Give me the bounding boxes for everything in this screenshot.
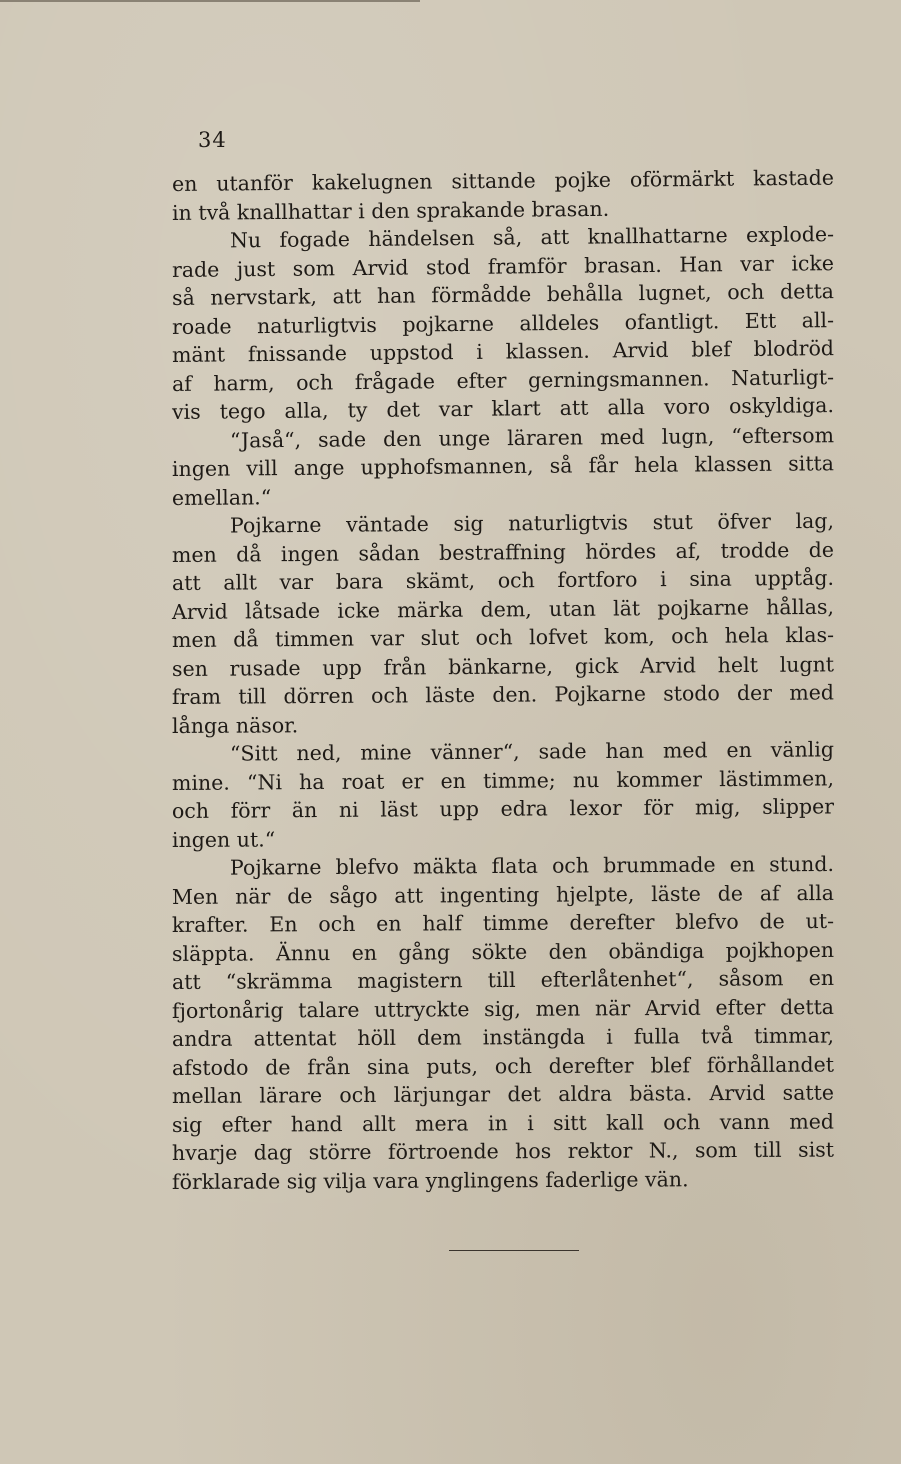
- chapter-end-rule: [449, 1250, 579, 1251]
- text-line: att allt var bara skämt, och fortforo i sina upptåg.: [171, 565, 835, 595]
- text-line: af harm, och frågade efter gerningsmannen. Naturligt-: [171, 364, 835, 396]
- text-line: Pojkarne blefvo mäkta flata och brummade en stund.: [229, 851, 835, 880]
- text-line: afstodo de från sina puts, och derefter blef förhållandet: [171, 1052, 835, 1080]
- text-line: fjortonårig talare uttryckte sig, men när Arvid efter detta: [171, 994, 835, 1023]
- page-number: 34: [198, 128, 227, 152]
- text-line: Arvid låtsade icke märka dem, utan lät pojkarne hållas,: [171, 594, 835, 624]
- text-line: vis tego alla, ty det var klart att alla voro oskyldiga.: [171, 393, 835, 424]
- text-line: Pojkarne väntade sig naturligtvis stut öfver lag,: [229, 508, 835, 538]
- text-line: in två knallhattar i den sprakande brasan.: [171, 196, 610, 225]
- text-line: emellan.“: [171, 484, 272, 510]
- text-line: förklarade sig vilja vara ynglingens faderlige vän.: [171, 1166, 689, 1194]
- text-line: andra attentat höll dem instängda i fulla två timmar,: [171, 1023, 835, 1051]
- text-line: och förr än ni läst upp edra lexor för mig, slipper: [171, 794, 835, 823]
- body-text: [171, 165, 835, 1196]
- text-line: rade just som Arvid stod framför brasan. Han var icke: [171, 250, 835, 282]
- text-line: “Jaså“, sade den unge läraren med lugn, “eftersom: [229, 422, 835, 452]
- text-line: sen rusade upp från bänkarne, gick Arvid helt lugnt: [171, 651, 835, 681]
- text-line: hvarje dag större förtroende hos rektor N., som till sist: [171, 1137, 835, 1165]
- text-line: släppta. Ännu en gång sökte den obändiga pojkhopen: [171, 937, 835, 966]
- text-line: ingen ut.“: [171, 826, 276, 852]
- text-line: roade naturligtvis pojkarne alldeles ofantligt. Ett all-: [171, 307, 835, 339]
- text-line: sig efter hand allt mera in i sitt kall och vann med: [171, 1109, 835, 1137]
- text-line: mänt fnissande uppstod i klassen. Arvid blef blodröd: [171, 336, 835, 367]
- text-line: så nervstark, att han förmådde behålla lugnet, och detta: [171, 279, 835, 310]
- text-line: Men när de sågo att ingenting hjelpte, läste de af alla: [171, 880, 835, 909]
- text-line: men då ingen sådan bestraffning hördes af, trodde de: [171, 537, 835, 567]
- text-line: “Sitt ned, mine vänner“, sade han med en vänlig: [229, 737, 835, 766]
- text-line: Nu fogade händelsen så, att knallhattarne explode-: [229, 222, 835, 253]
- text-line: men då timmen var slut och lofvet kom, och hela klas-: [171, 622, 835, 652]
- text-line: en utanför kakelugnen sittande pojke oförmärkt kastade: [171, 165, 835, 196]
- text-line: fram till dörren och läste den. Pojkarne stodo der med: [171, 680, 835, 709]
- text-line: långa näsor.: [171, 712, 299, 738]
- top-edge-rule: [0, 0, 420, 2]
- text-line: mellan lärare och lärjungar det aldra bästa. Arvid satte: [171, 1080, 835, 1108]
- text-line: ingen vill ange upphofsmannen, så får hela klassen sitta: [171, 451, 835, 481]
- text-line: mine. “Ni ha roat er en timme; nu kommer lästimmen,: [171, 765, 835, 795]
- text-line: att “skrämma magistern till efterlåtenhet“, såsom en: [171, 965, 835, 994]
- text-line: krafter. En och en half timme derefter blefvo de ut-: [171, 908, 835, 937]
